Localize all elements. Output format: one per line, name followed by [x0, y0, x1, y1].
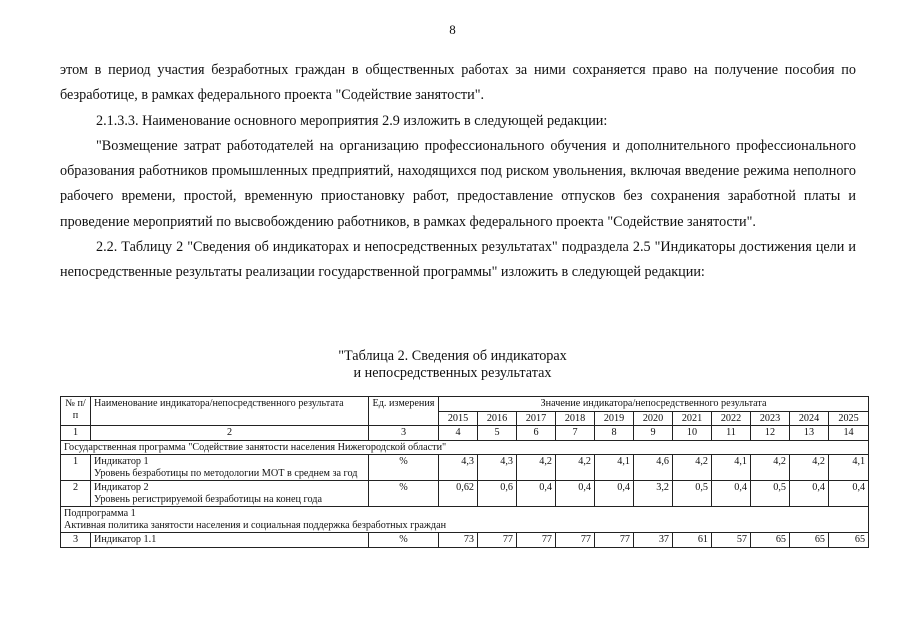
unit-cell: % — [369, 533, 439, 548]
value-cell: 4,1 — [595, 455, 634, 481]
unit-cell: % — [369, 481, 439, 507]
value-cell: 0,4 — [556, 481, 595, 507]
indicator-label: Индикатор 1.1 — [94, 534, 157, 545]
indicator-cell — [91, 481, 369, 507]
header-year: 2021 — [673, 411, 712, 426]
header-values: Значение индикатора/непосредственного результата — [439, 397, 869, 412]
value-cell: 4,3 — [478, 455, 517, 481]
subprogram-indicators — [61, 533, 869, 548]
value-cell: 4,2 — [517, 455, 556, 481]
row-number: 2 — [61, 481, 91, 507]
paragraph-quote-measure: "Возмещение затрат работодателей на организацию профессионального обучения и дополнительного профессионального образования работников промышленных предприятий, находящихся под риском увольнения, включая введение режима неполного рабочего времени, простой, временную приостановку работ, предоставление отпусков без сохранения заработной платы и проведение мероприятий по высвобождению работников, в рамках федерального проекта "Содействие занятости". — [60, 137, 856, 230]
indicator-row — [61, 455, 869, 481]
value-cell: 0,62 — [439, 481, 478, 507]
value-cell: 0,4 — [790, 481, 829, 507]
header-name: Наименование индикатора/непосредственного результата — [91, 397, 369, 426]
paragraph-continuation: этом в период участия безработных граждан в общественных работах за ними сохраняется право на получение пособия по безработице, в рамках федерального проекта "Содействие занятости". — [60, 62, 856, 104]
column-number: 11 — [712, 426, 751, 441]
header-year: 2017 — [517, 411, 556, 426]
subprogram-row — [61, 507, 869, 533]
value-cell: 4,6 — [634, 455, 673, 481]
value-cell: 0,5 — [751, 481, 790, 507]
subprogram-name: Активная политика занятости населения и социальная поддержка безработных граждан — [64, 519, 447, 531]
header-year: 2015 — [439, 411, 478, 426]
value-cell: 37 — [634, 533, 673, 548]
column-number: 7 — [556, 426, 595, 441]
value-cell: 4,2 — [556, 455, 595, 481]
header-year: 2020 — [634, 411, 673, 426]
value-cell: 0,4 — [517, 481, 556, 507]
table-caption — [0, 348, 905, 382]
header-year: 2022 — [712, 411, 751, 426]
header-year: 2018 — [556, 411, 595, 426]
column-number: 4 — [439, 426, 478, 441]
value-cell: 77 — [556, 533, 595, 548]
value-cell: 65 — [829, 533, 869, 548]
table-caption-line-2: и непосредственных результатах — [353, 365, 552, 381]
value-cell: 0,4 — [829, 481, 869, 507]
value-cell: 57 — [712, 533, 751, 548]
indicator-label: Индикатор 1 — [94, 456, 149, 467]
header-year: 2019 — [595, 411, 634, 426]
header-year: 2024 — [790, 411, 829, 426]
header-year: 2023 — [751, 411, 790, 426]
program-row — [61, 440, 869, 455]
paragraph-item-2-1-3-3: 2.1.3.3. Наименование основного мероприятия 2.9 изложить в следующей редакции: — [96, 112, 608, 129]
column-number: 1 — [61, 426, 91, 441]
value-cell: 4,1 — [712, 455, 751, 481]
column-number: 6 — [517, 426, 556, 441]
program-title: Государственная программа "Содействие занятости населения Нижегородской области" — [61, 440, 869, 455]
column-number: 10 — [673, 426, 712, 441]
column-number: 9 — [634, 426, 673, 441]
table-caption-line-1: "Таблица 2. Сведения об индикаторах — [338, 348, 567, 364]
value-cell: 4,1 — [829, 455, 869, 481]
header-year: 2025 — [829, 411, 869, 426]
column-number: 2 — [91, 426, 369, 441]
value-cell: 4,2 — [751, 455, 790, 481]
indicator-cell — [91, 455, 369, 481]
value-cell: 0,4 — [712, 481, 751, 507]
program-indicators — [61, 455, 869, 507]
column-number: 13 — [790, 426, 829, 441]
page-number: 8 — [449, 22, 456, 37]
subprogram-title — [61, 507, 869, 533]
column-number: 3 — [369, 426, 439, 441]
column-number: 12 — [751, 426, 790, 441]
value-cell: 0,4 — [595, 481, 634, 507]
indicator-name: Уровень безработицы по методологии МОТ в среднем за год — [94, 467, 358, 479]
header-year: 2016 — [478, 411, 517, 426]
value-cell: 4,2 — [790, 455, 829, 481]
indicator-row — [61, 533, 869, 548]
paragraph-item-2-2: 2.2. Таблицу 2 "Сведения об индикаторах и непосредственных результатах" подраздела 2.5 "Индикаторы достижения цели и непосредственные результаты реализации государственной программы" изложить в следующей редакции: — [60, 239, 856, 281]
value-cell: 77 — [478, 533, 517, 548]
unit-cell: % — [369, 455, 439, 481]
value-cell: 3,2 — [634, 481, 673, 507]
indicator-cell — [91, 533, 369, 548]
value-cell: 65 — [751, 533, 790, 548]
indicators-table — [60, 396, 869, 548]
subprogram-number: Подпрограмма 1 — [64, 508, 136, 519]
header-unit: Ед. измерения — [369, 397, 439, 426]
row-number: 1 — [61, 455, 91, 481]
column-number: 5 — [478, 426, 517, 441]
value-cell: 77 — [517, 533, 556, 548]
body-text — [60, 58, 856, 286]
value-cell: 65 — [790, 533, 829, 548]
header-row — [61, 397, 869, 412]
value-cell: 61 — [673, 533, 712, 548]
value-cell: 4,2 — [673, 455, 712, 481]
indicator-name: Уровень регистрируемой безработицы на конец года — [94, 493, 322, 505]
column-number: 8 — [595, 426, 634, 441]
indicator-label: Индикатор 2 — [94, 482, 149, 493]
value-cell: 0,6 — [478, 481, 517, 507]
value-cell: 0,5 — [673, 481, 712, 507]
row-number: 3 — [61, 533, 91, 548]
indicator-row — [61, 481, 869, 507]
column-number: 14 — [829, 426, 869, 441]
value-cell: 4,3 — [439, 455, 478, 481]
value-cell: 77 — [595, 533, 634, 548]
header-num: № п/п — [61, 397, 91, 426]
column-numbers-row — [61, 426, 869, 441]
value-cell: 73 — [439, 533, 478, 548]
